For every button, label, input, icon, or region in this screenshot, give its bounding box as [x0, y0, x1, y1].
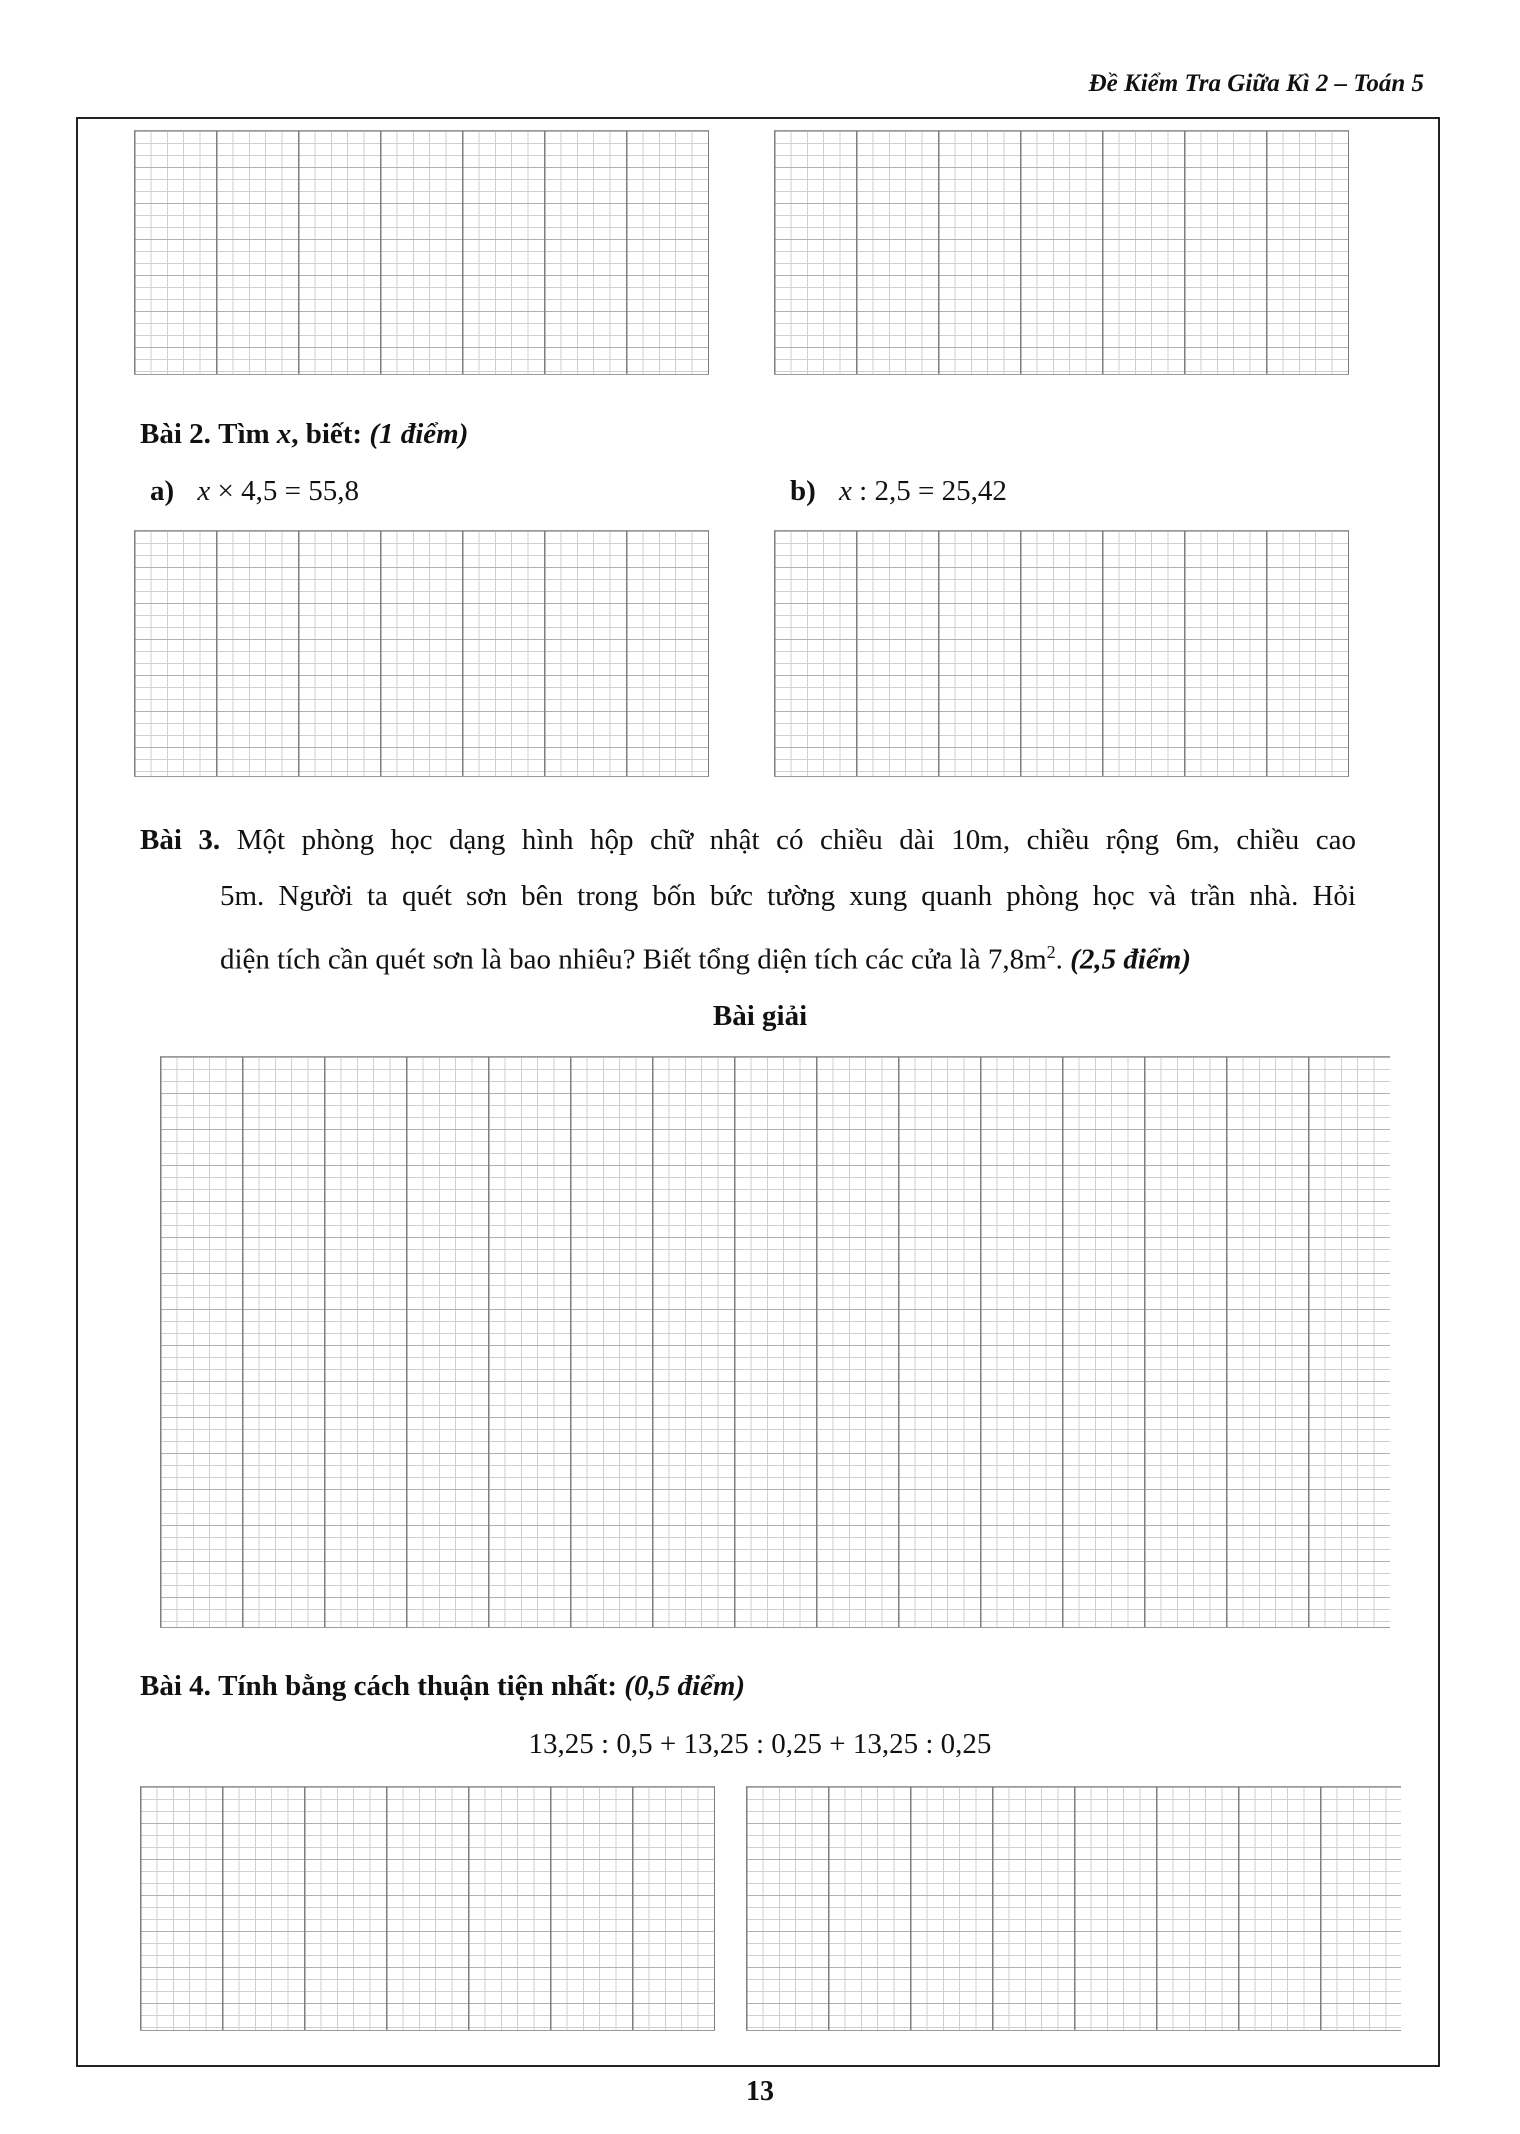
- bai2-label: Bài 2.: [140, 418, 211, 450]
- bai4-points: (0,5 điểm): [624, 1670, 746, 1702]
- bai3-line1: Một phòng học dạng hình hộp chữ nhật có chiều dài 10m, chiều rộng 6m, chiều cao: [236, 824, 1356, 856]
- bai2-b-label: b): [790, 475, 816, 507]
- bai3-line3-end: .: [1055, 943, 1063, 976]
- bai2-b-var: x: [839, 475, 852, 507]
- bai4-expression: 13,25 : 0,5 + 13,25 : 0,25 + 13,25 : 0,25: [528, 1728, 992, 1760]
- page-number: 13: [746, 2076, 774, 2107]
- bai2-var: x: [276, 418, 292, 450]
- bai4-label: Bài 4.: [140, 1670, 211, 1702]
- bai2-text: Tìm: [218, 418, 270, 450]
- bai3-line3: diện tích cần quét sơn là bao nhiêu? Biết tổng diện tích các cửa là 7,8m: [220, 943, 1047, 976]
- bai3-line3-wrap: [140, 924, 1356, 988]
- bai2-a-label: a): [150, 475, 175, 507]
- bai3-solution-title: Bài giải: [712, 1000, 808, 1032]
- writing-grid-bai2-b[interactable]: [774, 530, 1349, 777]
- bai2-part-a: [150, 475, 359, 508]
- bai2-b-expr: : 2,5 = 25,42: [859, 475, 1007, 507]
- bai2-a-expr: × 4,5 = 55,8: [217, 475, 360, 507]
- writing-grid-bai4-left[interactable]: [140, 1786, 715, 2031]
- writing-grid-bai4-right[interactable]: [746, 1786, 1401, 2031]
- writing-grid-top-right[interactable]: [774, 130, 1349, 375]
- bai2-text2: , biết:: [291, 418, 363, 450]
- bai2-heading: [140, 418, 468, 451]
- page-header: Đề Kiểm Tra Giữa Kì 2 – Toán 5: [1088, 70, 1424, 97]
- bai2-points: (1 điểm): [369, 418, 469, 450]
- bai3-problem: [140, 812, 1356, 988]
- bai4-text: Tính bằng cách thuận tiện nhất:: [218, 1670, 618, 1702]
- writing-grid-top-left[interactable]: [134, 130, 709, 375]
- writing-grid-bai2-a[interactable]: [134, 530, 709, 777]
- bai3-label: Bài 3.: [140, 824, 221, 856]
- bai2-a-var: x: [197, 475, 211, 507]
- bai2-part-b: [790, 475, 1007, 508]
- bai4-heading: [140, 1670, 745, 1703]
- bai3-line2: 5m. Người ta quét sơn bên trong bốn bức tường xung quanh phòng học và trần nhà. Hỏi: [220, 880, 1356, 912]
- bai3-points: (2,5 điểm): [1070, 943, 1191, 976]
- bai3-sup: 2: [1046, 942, 1056, 962]
- bai3-line2-wrap: [140, 868, 1356, 924]
- writing-grid-bai3-solution[interactable]: [160, 1056, 1390, 1628]
